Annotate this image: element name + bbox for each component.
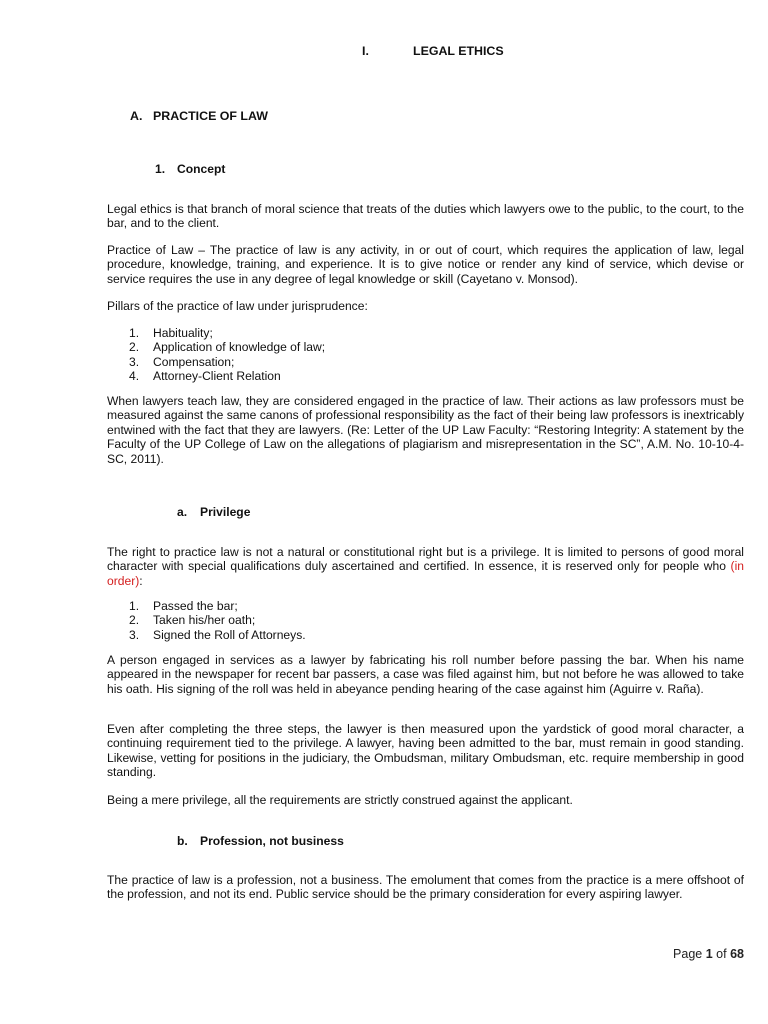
current-page: 1 <box>705 947 713 961</box>
list-number: 1. <box>129 599 140 613</box>
page-number-footer <box>673 947 744 961</box>
paragraph-fabricated-roll: A person engaged in services as a lawyer by fabricating his roll number before passing the bar. When his name appeared in the newspaper for recent bar passers, a case was filed against him, but not before he was allowed to take his oath. His signing of the roll was held in abeyance pending hearing of the case against him (Aguirre v. Raña). <box>107 653 744 696</box>
list-item <box>129 369 325 383</box>
subsection-title: Profession, not business <box>200 834 344 848</box>
subsection-title: Privilege <box>200 505 251 519</box>
subsection-label: 1. <box>155 162 166 176</box>
chapter-number: I. <box>362 44 369 58</box>
list-text: Habituality; <box>153 326 213 340</box>
steps-list <box>129 599 306 642</box>
privilege-colon: : <box>139 573 143 588</box>
list-item <box>129 599 306 613</box>
of-word: of <box>716 947 727 961</box>
list-text: Passed the bar; <box>153 599 238 613</box>
paragraph-practice-of-law: Practice of Law – The practice of law is any activity, in or out of court, which requires the application of law, legal procedure, knowledge, training, and experience. It is to give notice or render any kind of service, which devise or service requires the use in any degree of legal knowledge or skill (Cayetano v. Monsod). <box>107 243 744 286</box>
list-text: Application of knowledge of law; <box>153 340 326 355</box>
paragraph-good-moral-character: Even after completing the three steps, the lawyer is then measured upon the yardstick of good moral character, a continuing requirement tied to the privilege. A lawyer, having been admitted to the bar, must remain in good standing. Likewise, vetting for positions in the judiciary, the Ombudsman, military Ombudsman, etc. require membership in good standing. <box>107 722 744 780</box>
list-number: 2. <box>129 613 140 628</box>
section-label: A. <box>130 109 143 123</box>
total-pages: 68 <box>730 947 744 961</box>
list-number: 1. <box>129 326 140 340</box>
section-title: PRACTICE OF LAW <box>153 109 268 123</box>
chapter-title: LEGAL ETHICS <box>413 44 504 58</box>
list-text: Signed the Roll of Attorneys. <box>153 627 306 642</box>
list-item <box>129 628 306 642</box>
list-number: 3. <box>129 354 140 369</box>
paragraph-strictly-construed: Being a mere privilege, all the requirements are strictly construed against the applicant. <box>107 793 573 807</box>
list-item <box>129 355 325 369</box>
list-number: 3. <box>129 627 140 642</box>
subsection-label: b. <box>177 834 188 848</box>
list-item <box>129 613 306 627</box>
list-text: Attorney-Client Relation <box>153 369 281 384</box>
list-item <box>129 340 325 354</box>
paragraph-pillars-intro: Pillars of the practice of law under jurisprudence: <box>107 299 368 313</box>
subsection-label: a. <box>177 505 188 519</box>
privilege-text: The right to practice law is not a natural or constitutional right but is a privilege. It is limited to persons of good moral character with special qualifications duly ascertained and certified. In essence, it is reserved only for people who <box>107 545 744 574</box>
paragraph-privilege <box>107 545 744 588</box>
list-text: Compensation; <box>153 354 235 369</box>
list-item <box>129 326 325 340</box>
paragraph-legal-ethics: Legal ethics is that branch of moral science that treats of the duties which lawyers owe to the public, to the court, to the bar, and to the client. <box>107 202 744 231</box>
page-word: Page <box>673 947 703 961</box>
pillars-list <box>129 326 325 384</box>
paragraph-profession: The practice of law is a profession, not a business. The emolument that comes from the practice is a mere offshoot of the profession, and not its end. Public service should be the primary consideration for every aspiring lawyer. <box>107 873 744 902</box>
list-number: 2. <box>129 340 140 355</box>
subsection-title: Concept <box>177 162 226 176</box>
in-order-note: (in order) <box>107 559 744 588</box>
list-number: 4. <box>129 369 140 384</box>
paragraph-law-professors: When lawyers teach law, they are considered engaged in the practice of law. Their actions as law professors must be measured against the same canons of professional responsibility as the fact of their being law professors is inextricably entwined with the fact that they are lawyers. (Re: Letter of the UP Law Faculty: “Restoring Integrity: A statement by the Faculty of the UP College of Law on the allegations of plagiarism and misrepresentation in the SC”, A.M. No. 10-10-4-SC, 2011). <box>107 394 744 466</box>
list-text: Taken his/her oath; <box>153 613 256 628</box>
